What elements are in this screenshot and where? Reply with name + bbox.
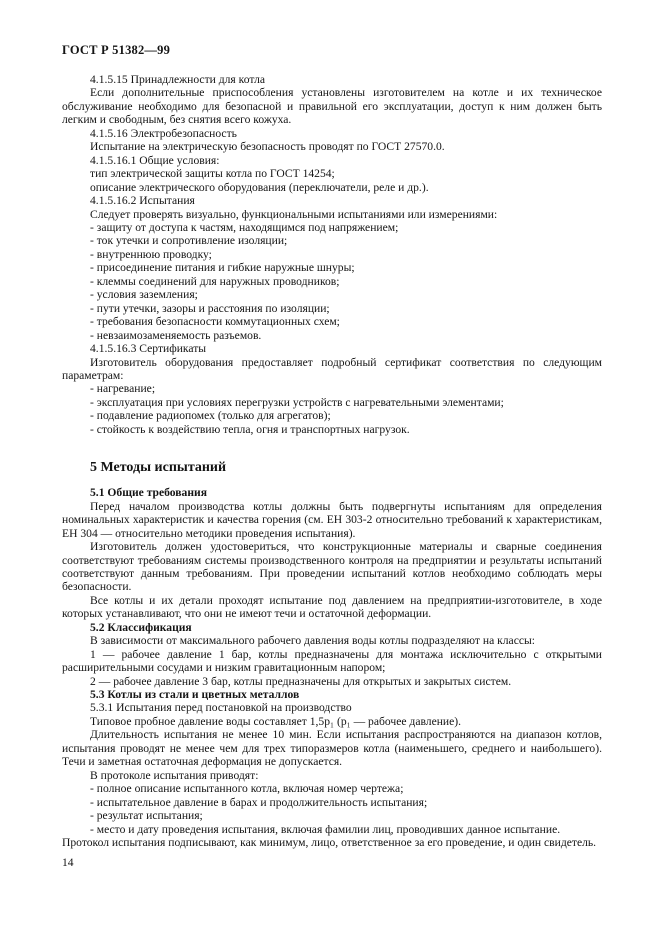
- list-item: - требования безопасности коммутационных схем;: [90, 315, 340, 329]
- paragraph: Изготовитель должен удостовериться, что конструкционные материалы и сварные соединения соответствуют требованиям системы производственного контроля на предприятии и результаты испытаний соответствуют данным требованиям. При проведении испытаний котлов необходимо соблюдать меры безопасности.: [62, 540, 602, 594]
- list-item: - защиту от доступа к частям, находящимся под напряжением;: [90, 220, 399, 234]
- list-item: - место и дату проведения испытания, включая фамилии лиц, проводивших данное испытание.: [90, 822, 561, 836]
- subsection-heading: 5.3 Котлы из стали и цветных металлов: [90, 688, 300, 702]
- list-item: - стойкость к воздействию тепла, огня и транспортных нагрузок.: [90, 422, 410, 436]
- paragraph: 2 — рабочее давление 3 бар, котлы предназначены для открытых и закрытых систем.: [90, 674, 512, 688]
- clause-heading: 4.1.5.16.3 Сертификаты: [90, 342, 207, 356]
- paragraph: Все котлы и их детали проходят испытание под давлением на предприятии-изготовителе, в ходе которых устанавливают, что они не имеют течи и остаточной деформации.: [62, 593, 602, 621]
- paragraph: Изготовитель оборудования предоставляет подробный сертификат соответствия по следующим параметрам:: [62, 355, 602, 382]
- subsection-heading: 5.1 Общие требования: [90, 486, 207, 500]
- text-column: [62, 73, 602, 849]
- list-item: - полное описание испытанного котла, включая номер чертежа;: [90, 782, 404, 796]
- clause-heading: 4.1.5.15 Принадлежности для котла: [90, 73, 266, 86]
- paragraph: Испытание на электрическую безопасность проводят по ГОСТ 27570.0.: [90, 140, 445, 154]
- paragraph: тип электрической защиты котла по ГОСТ 14254;: [90, 167, 335, 181]
- paragraph: Следует проверять визуально, функциональными испытаниями или измерениями:: [90, 207, 498, 221]
- clause-heading: 4.1.5.16.2 Испытания: [90, 194, 195, 208]
- paragraph: 1 — рабочее давление 1 бар, котлы предназначены для монтажа исключительно с открытыми расширительными сосудами и низким гравитационным напором;: [62, 647, 602, 675]
- clause-heading: 5.3.1 Испытания перед постановкой на производство: [90, 701, 352, 715]
- paragraph: Если дополнительные приспособления установлены изготовителем на котле и их техническое обслуживание необходимо для безопасной и правильной его эксплуатации, доступ к ним должен быть легким и свободным, без снятия всего кожуха.: [62, 86, 602, 127]
- list-item: - подавление радиопомех (только для агрегатов);: [90, 409, 331, 423]
- list-item: - клеммы соединений для наружных проводников;: [90, 274, 340, 288]
- clause-heading: 4.1.5.16 Электробезопасность: [90, 126, 237, 140]
- subsection-heading: 5.2 Классификация: [90, 620, 192, 634]
- list-item: - ток утечки и сопротивление изоляции;: [90, 234, 288, 248]
- paragraph: Длительность испытания не менее 10 мин. Если испытания распространяются на диапазон котлов, испытания проводят не менее чем для трех типоразмеров котла (наименьшего, среднего и наибольшего). Течи и заметная остаточная деформация не допускается.: [62, 728, 602, 769]
- document-header: ГОСТ Р 51382—99: [62, 43, 171, 57]
- paragraph: описание электрического оборудования (переключатели, реле и др.).: [90, 180, 429, 194]
- list-item: - нагревание;: [90, 382, 156, 396]
- paragraph: Перед началом производства котлы должны быть подвергнуты испытаниям для определения номинальных характеристик и качества горения (см. ЕН 303-2 относительно требований к характеристикам, ЕН 304 — относительно методики проведения испытания).: [62, 499, 602, 540]
- page-number: 14: [62, 856, 74, 869]
- list-item: - пути утечки, зазоры и расстояния по изоляции;: [90, 301, 330, 315]
- list-item: - условия заземления;: [90, 288, 198, 302]
- section-heading: 5 Методы испытаний: [90, 460, 227, 476]
- list-item: - присоединение питания и гибкие наружные шнуры;: [90, 261, 355, 275]
- paragraph: Протокол испытания подписывают, как минимум, лицо, ответственное за его проведение, и один свидетель.: [62, 836, 597, 850]
- clause-heading: 4.1.5.16.1 Общие условия:: [90, 153, 220, 167]
- list-item: - испытательное давление в барах и продолжительность испытания;: [90, 795, 428, 809]
- paragraph: Типовое пробное давление воды составляет 1,5p₁ (p₁ — рабочее давление).: [90, 714, 462, 728]
- list-item: - невзаимозаменяемость разъемов.: [90, 328, 262, 342]
- list-item: - эксплуатация при условиях перегрузки устройств с нагревательными элементами;: [90, 395, 504, 409]
- paragraph: В зависимости от максимального рабочего давления воды котлы подразделяют на классы:: [90, 634, 535, 648]
- list-item: - результат испытания;: [90, 809, 203, 823]
- paragraph: В протоколе испытания приводят:: [90, 768, 259, 782]
- list-item: - внутреннюю проводку;: [90, 247, 212, 261]
